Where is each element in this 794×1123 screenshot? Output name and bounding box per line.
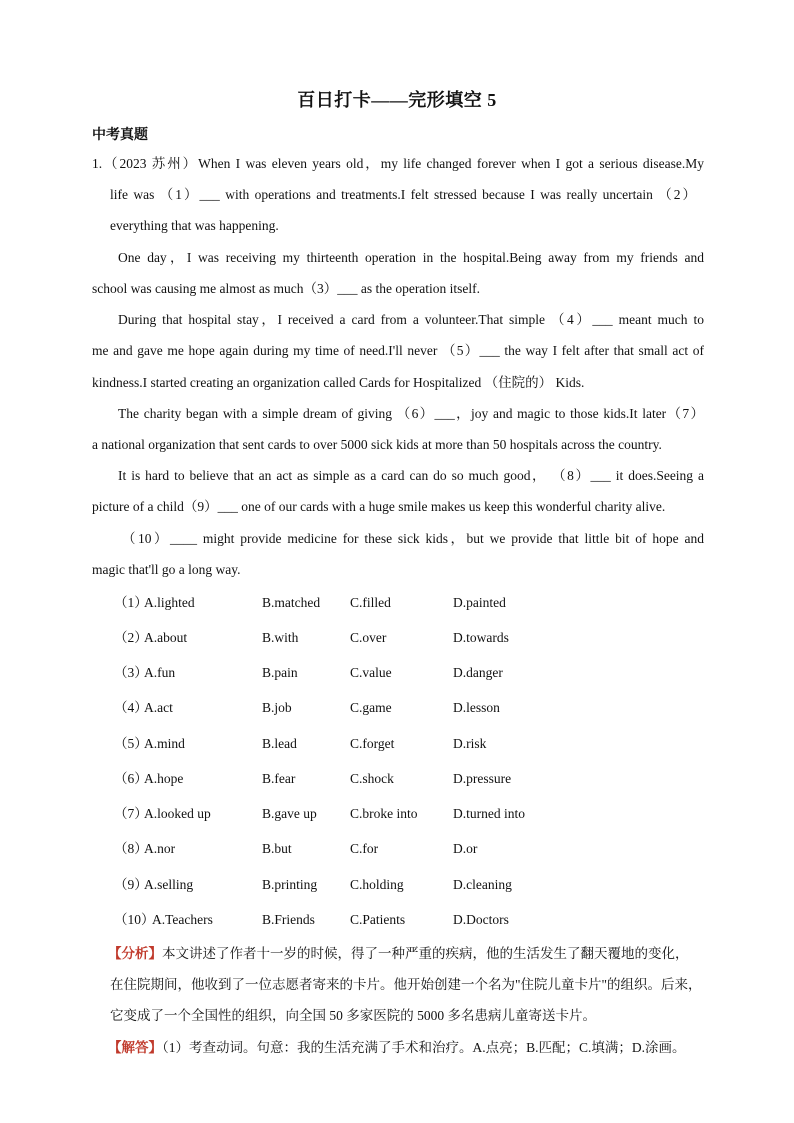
option-c: C.game [350,700,392,715]
analysis-line: 在住院期间，他收到了一位志愿者寄来的卡片。他开始创建一个名为"住院儿童卡片"的组织。后来， [110,977,702,992]
passage-line: One day，I was receiving my thirteenth operation in the hospital.Being away from my friends and [118,250,704,265]
option-d: D.pressure [453,771,512,786]
option-b: B.with [262,630,299,645]
option-number: （7） [114,806,148,821]
analysis-line: 它变成了一个全国性的组织，向全国 50 多家医院的 5000 多名患病儿童寄送卡片。 [110,1008,596,1023]
option-c: C.shock [350,771,394,786]
option-d: D.Doctors [453,912,509,927]
option-d: D.lesson [453,700,500,715]
option-number: （4） [114,700,148,715]
option-a: A.mind [144,736,185,751]
analysis-text: 本文讲述了作者十一岁的时候，得了一种严重的疾病，他的生活发生了翻天覆地的变化， [162,946,689,961]
option-a: A.Teachers [152,912,213,927]
option-b: B.pain [262,665,298,680]
passage-line: a national organization that sent cards to over 5000 sick kids at more than 50 hospitals across the country. [92,437,662,452]
analysis-line [108,944,689,964]
option-b: B.lead [262,736,297,751]
option-number: （9） [114,877,148,892]
option-c: C.value [350,665,392,680]
option-c: C.forget [350,736,395,751]
option-c: C.holding [350,877,404,892]
option-number: （6） [114,771,148,786]
option-c: C.filled [350,595,391,610]
option-c: C.over [350,630,387,645]
passage-line: everything that was happening. [110,218,279,233]
answer-line [108,1038,686,1058]
passage-line: （10）____ might provide medicine for these sick kids，but we provide that little bit of hope and [122,531,704,546]
option-b: B.Friends [262,912,315,927]
option-number: （3） [114,665,148,680]
option-a: A.act [144,700,173,715]
passage-line: 1.（2023 苏州）When I was eleven years old，my life changed forever when I got a serious disease.My [92,156,704,171]
option-b: B.matched [262,595,321,610]
option-b: B.gave up [262,806,317,821]
option-a: A.selling [144,877,194,892]
section-heading: 中考真题 [92,128,148,143]
option-a: A.lighted [144,595,195,610]
option-a: A.nor [144,841,176,856]
option-d: D.turned into [453,806,525,821]
option-b: B.but [262,841,292,856]
option-d: D.or [453,841,478,856]
option-a: A.about [144,630,188,645]
option-b: B.fear [262,771,296,786]
option-c: C.Patients [350,912,406,927]
option-d: D.risk [453,736,487,751]
option-d: D.painted [453,595,506,610]
passage-line: picture of a child（9）___ one of our cards with a huge smile makes us keep this wonderful charity alive. [92,499,666,514]
passage-line: magic that'll go a long way. [92,562,241,577]
option-number: （10） [114,912,155,927]
option-c: C.broke into [350,806,418,821]
answer-tag: 【解答】 [108,1040,162,1055]
option-number: （1） [114,595,148,610]
option-d: D.towards [453,630,509,645]
option-number: （2） [114,630,148,645]
option-b: B.printing [262,877,318,892]
option-a: A.hope [144,771,184,786]
option-number: （5） [114,736,148,751]
passage-line: life was （1）___ with operations and treatments.I felt stressed because I was really uncertain （2） [110,187,696,202]
passage-line: The charity began with a simple dream of giving （6）___，joy and magic to those kids.It later（7） [118,406,704,421]
analysis-tag: 【分析】 [108,946,162,961]
page-title: 百日打卡——完形填空 5 [297,90,497,110]
passage-line: school was causing me almost as much（3）___ as the operation itself. [92,281,481,296]
passage-line: It is hard to believe that an act as simple as a card can do so much good， （8）___ it does.Seeing a [118,468,704,483]
option-d: D.danger [453,665,503,680]
answer-text: （1）考查动词。句意：我的生活充满了手术和治疗。A.点亮；B.匹配；C.填满；D.涂画。 [162,1040,686,1055]
passage-line: me and gave me hope again during my time of need.I'll never （5）___ the way I felt after that small act of [92,343,704,358]
passage-line: kindness.I started creating an organization called Cards for Hospitalized （住院的） Kids. [92,375,585,390]
option-d: D.cleaning [453,877,512,892]
passage-line: During that hospital stay，I received a card from a volunteer.That simple （4）___ meant much to [118,312,704,327]
option-c: C.for [350,841,379,856]
option-a: A.fun [144,665,176,680]
option-a: A.looked up [144,806,211,821]
option-number: （8） [114,841,148,856]
option-b: B.job [262,700,292,715]
